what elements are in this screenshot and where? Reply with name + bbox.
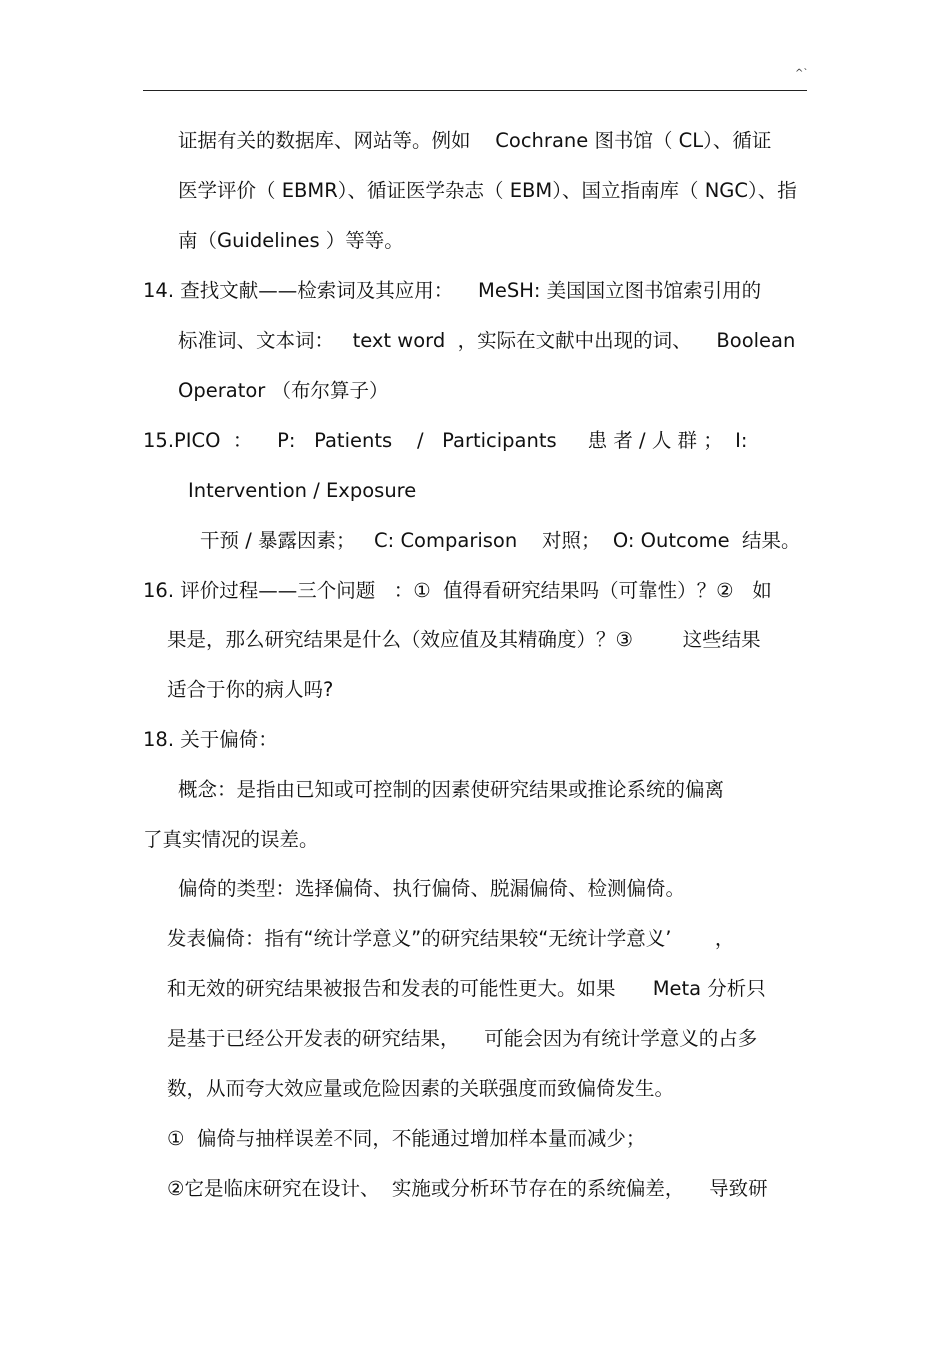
text-line: 和无效的研究结果被报告和发表的可能性更大。如果 Meta 分析只 <box>167 977 766 1000</box>
text-line: 证据有关的数据库、网站等。例如 Cochrane 图书馆（ CL）、循证 <box>178 129 772 152</box>
text-line: 15.PICO ： P: Patients / Participants 患 者 / 人 群 ； I: <box>143 429 748 452</box>
header-rule <box>143 90 807 91</box>
text-line: 南（Guidelines ）等等。 <box>178 229 404 252</box>
text-line: Operator （布尔算子） <box>178 379 389 402</box>
text-line: 14. 查找文献——检索词及其应用： MeSH: 美国国立图书馆索引用的 <box>143 279 762 302</box>
text-line: 数，从而夸大效应量或危险因素的关联强度而致偏倚发生。 <box>167 1077 675 1100</box>
text-line: Intervention / Exposure <box>188 479 417 502</box>
text-line: 发表偏倚：指有“统计学意义”的研究结果较“无统计学意义’ ， <box>167 927 735 950</box>
text-line: 概念：是指由已知或可控制的因素使研究结果或推论系统的偏离 <box>178 778 725 801</box>
text-line: ① 偏倚与抽样误差不同，不能通过增加样本量而减少； <box>167 1127 646 1150</box>
text-line: 果是，那么研究结果是什么（效应值及其精确度）？③ 这些结果 <box>167 628 761 651</box>
text-line: ②它是临床研究在设计、 实施或分析环节存在的系统偏差， 导致研 <box>167 1177 768 1200</box>
text-line: 适合于你的病人吗? <box>167 678 334 701</box>
text-line: 是基于已经公开发表的研究结果， 可能会因为有统计学意义的占多 <box>167 1027 758 1050</box>
text-line: 标准词、文本词： text word ，实际在文献中出现的词、 Boolean <box>178 329 796 352</box>
text-line: 医学评价（ EBMR）、循证医学杂志（ EBM）、国立指南库（ NGC）、指 <box>178 179 797 202</box>
text-line: 16. 评价过程——三个问题 ：① 值得看研究结果吗（可靠性）？② 如 <box>143 579 772 602</box>
page-corner-mark: ^` <box>795 68 809 79</box>
text-line: 了真实情况的误差。 <box>143 828 319 851</box>
text-line: 偏倚的类型：选择偏倚、执行偏倚、脱漏偏倚、检测偏倚。 <box>178 877 686 900</box>
text-line: 干预 / 暴露因素； C: Comparison 对照； O: Outcome 结果。 <box>200 529 801 552</box>
text-line: 18. 关于偏倚： <box>143 728 278 751</box>
